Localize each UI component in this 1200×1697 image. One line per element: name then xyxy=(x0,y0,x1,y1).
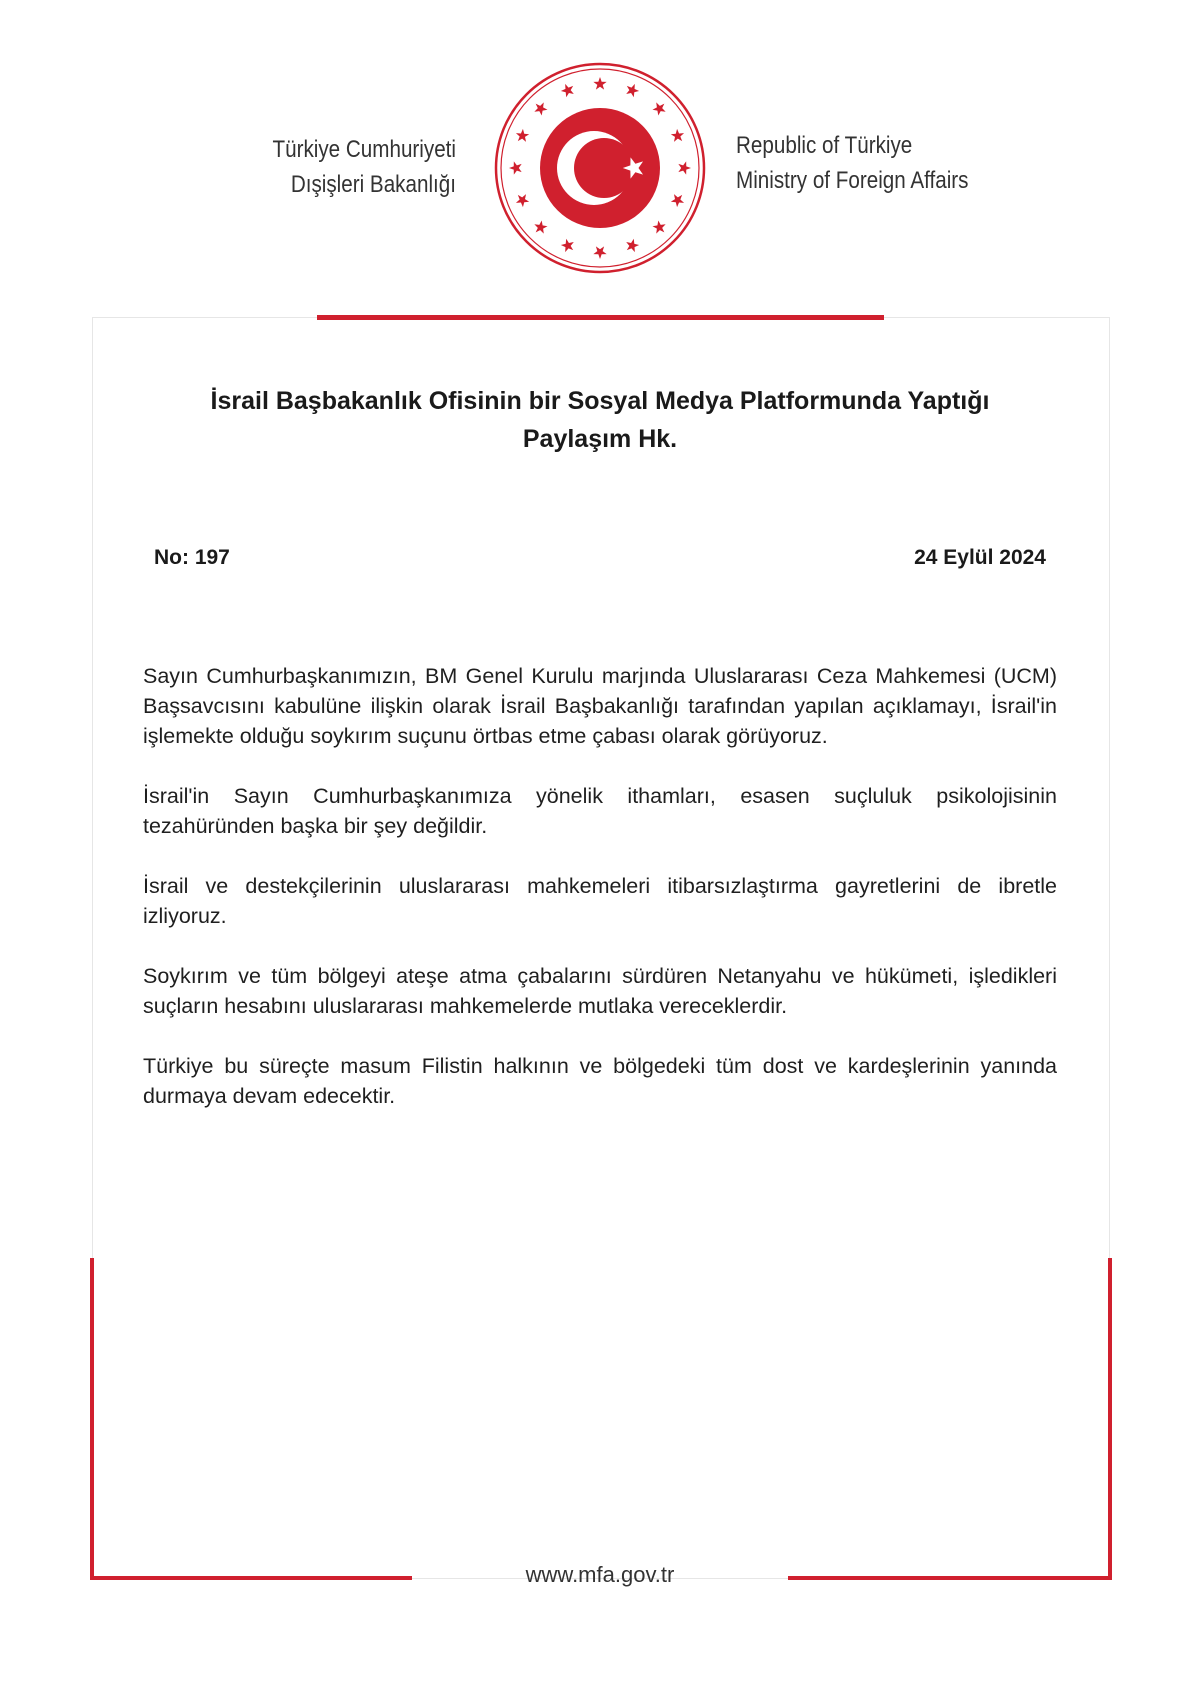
emblem-star-icon xyxy=(509,161,522,174)
emblem-star-icon xyxy=(513,127,530,144)
crescent-star-emblem-icon xyxy=(494,62,706,274)
header-right-line1: Republic of Türkiye xyxy=(736,132,913,159)
footer-website-link[interactable]: www.mfa.gov.tr xyxy=(525,1562,675,1587)
header-right-line2: Ministry of Foreign Affairs xyxy=(736,167,969,194)
title-line2: Paylaşım Hk. xyxy=(522,425,678,453)
frame-top-accent xyxy=(317,315,884,320)
header-english-name xyxy=(736,128,994,198)
emblem-star-icon xyxy=(593,77,606,90)
emblem-star-icon xyxy=(513,192,530,209)
emblem-star-icon xyxy=(624,238,641,255)
emblem-star-icon xyxy=(531,219,549,237)
emblem-star-icon xyxy=(651,99,669,117)
body-paragraph: İsrail'in Sayın Cumhurbaşkanımıza yönelik ithamları, esasen suçluluk psikolojisinin tezahüründen başka bir şey değildir. xyxy=(143,784,1057,838)
document-body xyxy=(143,661,1057,1141)
title-line1: İsrail Başbakanlık Ofisinin bir Sosyal Medya Platformunda Yaptığı xyxy=(210,387,990,415)
header-left-line1: Türkiye Cumhuriyeti xyxy=(272,136,456,163)
document-number: No: 197 xyxy=(154,546,230,569)
body-paragraph: Sayın Cumhurbaşkanımızın, BM Genel Kurulu marjında Uluslararası Ceza Mahkemesi (UCM) Başsavcısını kabulüne ilişkin olarak İsrail Başbakanlığı tarafından yapılan açıklamayı, İsrail'in işlemekte olduğu soykırım suçunu örtbas etme çabası olarak görüyoruz. xyxy=(143,664,1057,748)
emblem-star-icon xyxy=(670,127,687,144)
frame-right-accent-vertical xyxy=(1108,1258,1112,1580)
emblem-star-icon xyxy=(593,246,606,259)
frame-left-accent-horizontal xyxy=(90,1576,412,1580)
emblem-star-icon xyxy=(651,219,669,237)
document-title xyxy=(140,382,1060,458)
emblem-star-icon xyxy=(559,238,576,255)
body-paragraph: Türkiye bu süreçte masum Filistin halkının ve bölgedeki tüm dost ve kardeşlerinin yanında durmaya devam edecektir. xyxy=(143,1054,1057,1108)
body-paragraph: İsrail ve destekçilerinin uluslararası mahkemeleri itibarsızlaştırma gayretlerini de ibretle izliyoruz. xyxy=(143,874,1057,928)
emblem-star-icon xyxy=(678,161,691,174)
frame-left-accent-vertical xyxy=(90,1258,94,1580)
emblem-star-icon xyxy=(670,192,687,209)
header-turkish-name xyxy=(253,132,456,202)
emblem-star-icon xyxy=(531,99,549,117)
frame-right-accent-horizontal xyxy=(788,1576,1112,1580)
emblem-star-icon xyxy=(624,81,641,98)
body-paragraph: Soykırım ve tüm bölgeyi ateşe atma çabalarını sürdüren Netanyahu ve hükümeti, işledikleri suçların hesabını uluslararası mahkemelerde mutlaka vereceklerdir. xyxy=(143,964,1057,1018)
header-left-line2: Dışişleri Bakanlığı xyxy=(290,171,456,198)
document-date: 24 Eylül 2024 xyxy=(914,546,1046,569)
emblem-star-icon xyxy=(559,81,576,98)
